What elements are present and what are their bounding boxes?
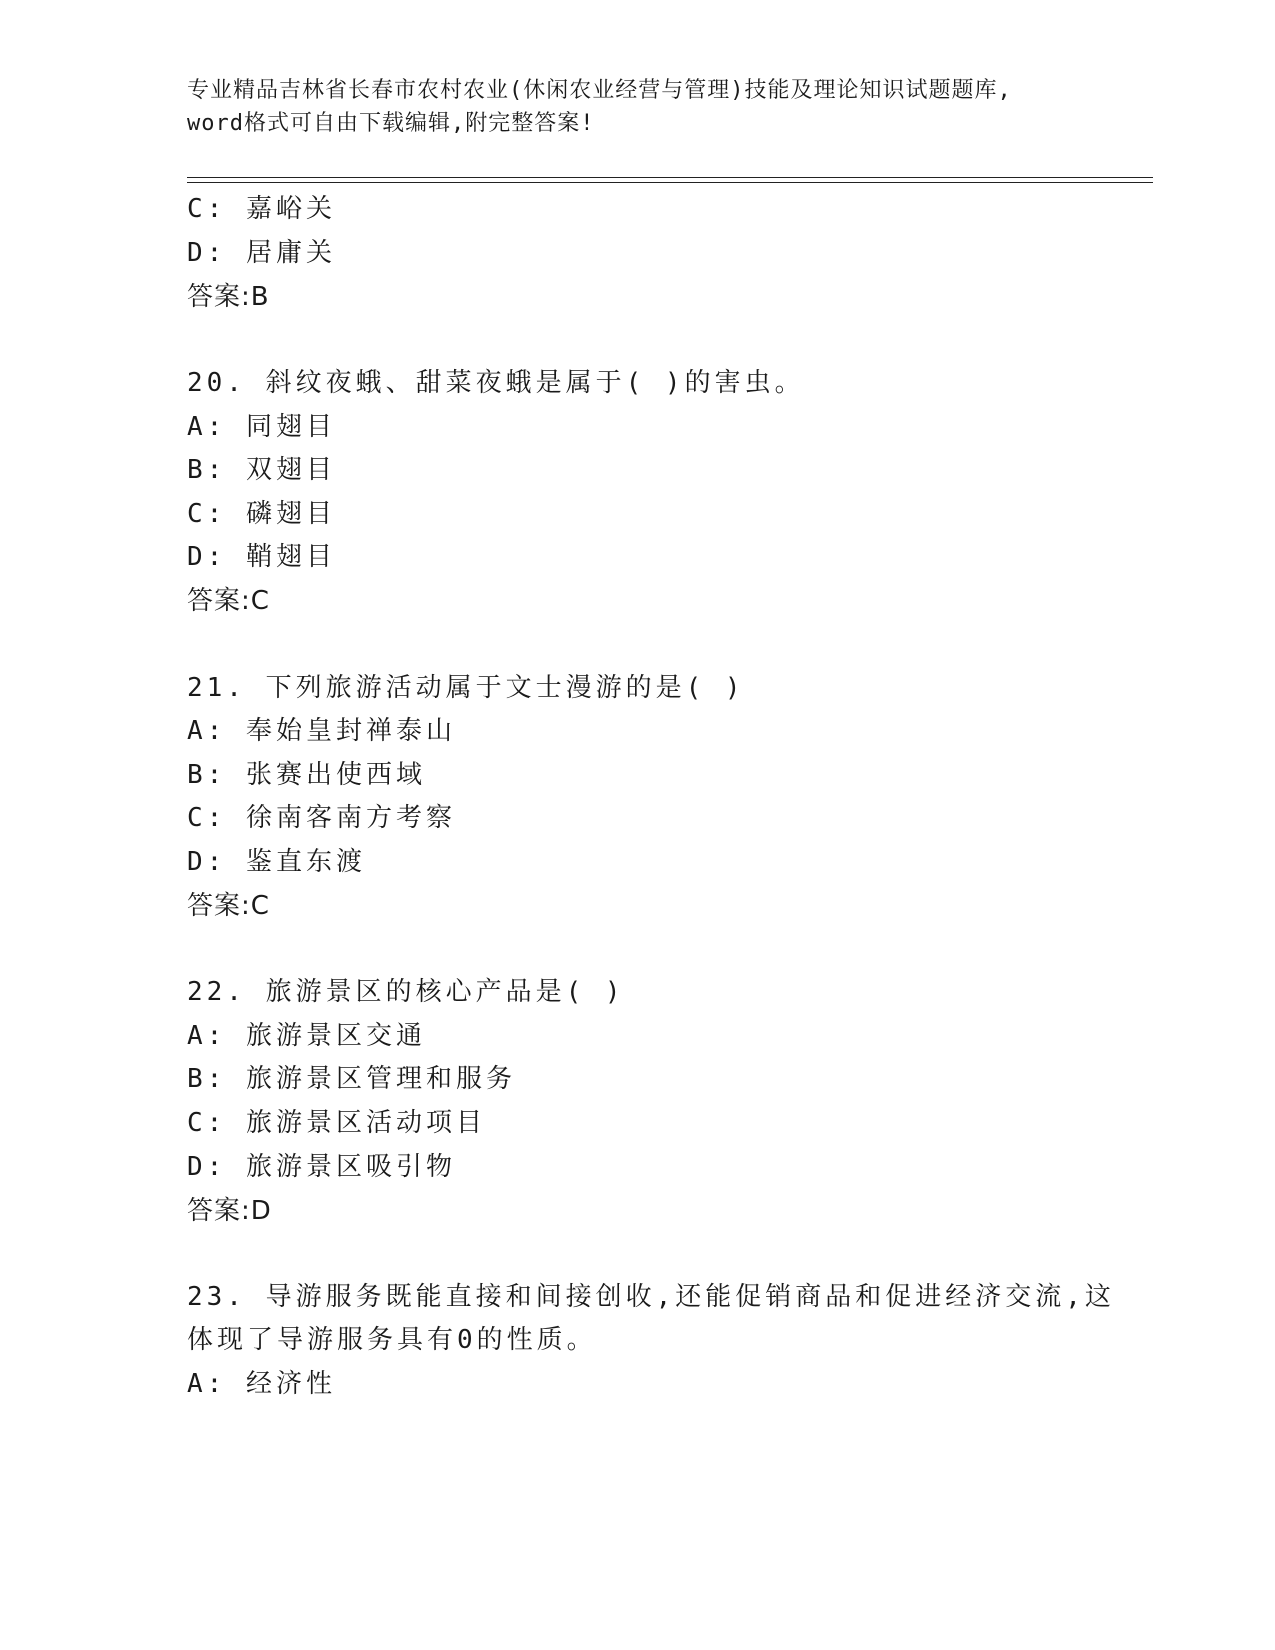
option-b: B: 旅游景区管理和服务 (187, 1064, 516, 1094)
option-c: C: 磷翅目 (187, 499, 336, 529)
question-20-text: 20. 斜纹夜蛾、甜菜夜蛾是属于( )的害虫。 (187, 368, 805, 398)
option-a: A: 同翅目 (187, 412, 336, 442)
option-c: C: 旅游景区活动项目 (187, 1108, 486, 1138)
answer: 答案:B (187, 282, 270, 312)
option-d: D: 旅游景区吸引物 (187, 1152, 456, 1182)
question-23-text-line-2: 体现了导游服务具有0的性质。 (187, 1325, 597, 1355)
answer: 答案:C (187, 586, 270, 616)
answer: 答案:C (187, 891, 270, 921)
option-d: D: 鞘翅目 (187, 542, 336, 572)
header-divider-top (187, 177, 1153, 178)
option-a: A: 经济性 (187, 1369, 336, 1399)
header-line-1: 专业精品吉林省长春市农村农业(休闲农业经营与管理)技能及理论知识试题题库, (187, 78, 1012, 103)
option-b: B: 双翅目 (187, 455, 336, 485)
option-d: D: 鉴直东渡 (187, 847, 366, 877)
answer: 答案:D (187, 1196, 272, 1226)
option-c: C: 徐南客南方考察 (187, 803, 456, 833)
question-21-text: 21. 下列旅游活动属于文士漫游的是( ) (187, 673, 745, 703)
option-d: D: 居庸关 (187, 238, 336, 268)
option-b: B: 张赛出使西域 (187, 760, 426, 790)
option-c: C: 嘉峪关 (187, 194, 336, 224)
question-23-text-line-1: 23. 导游服务既能直接和间接创收,还能促销商品和促进经济交流,这 (187, 1282, 1115, 1312)
option-a: A: 旅游景区交通 (187, 1021, 426, 1051)
option-a: A: 奉始皇封禅泰山 (187, 716, 456, 746)
header-divider-bottom (187, 182, 1153, 183)
document-header (187, 74, 1087, 140)
header-line-2: word格式可自由下载编辑,附完整答案! (187, 111, 595, 136)
question-22-text: 22. 旅游景区的核心产品是( ) (187, 977, 625, 1007)
